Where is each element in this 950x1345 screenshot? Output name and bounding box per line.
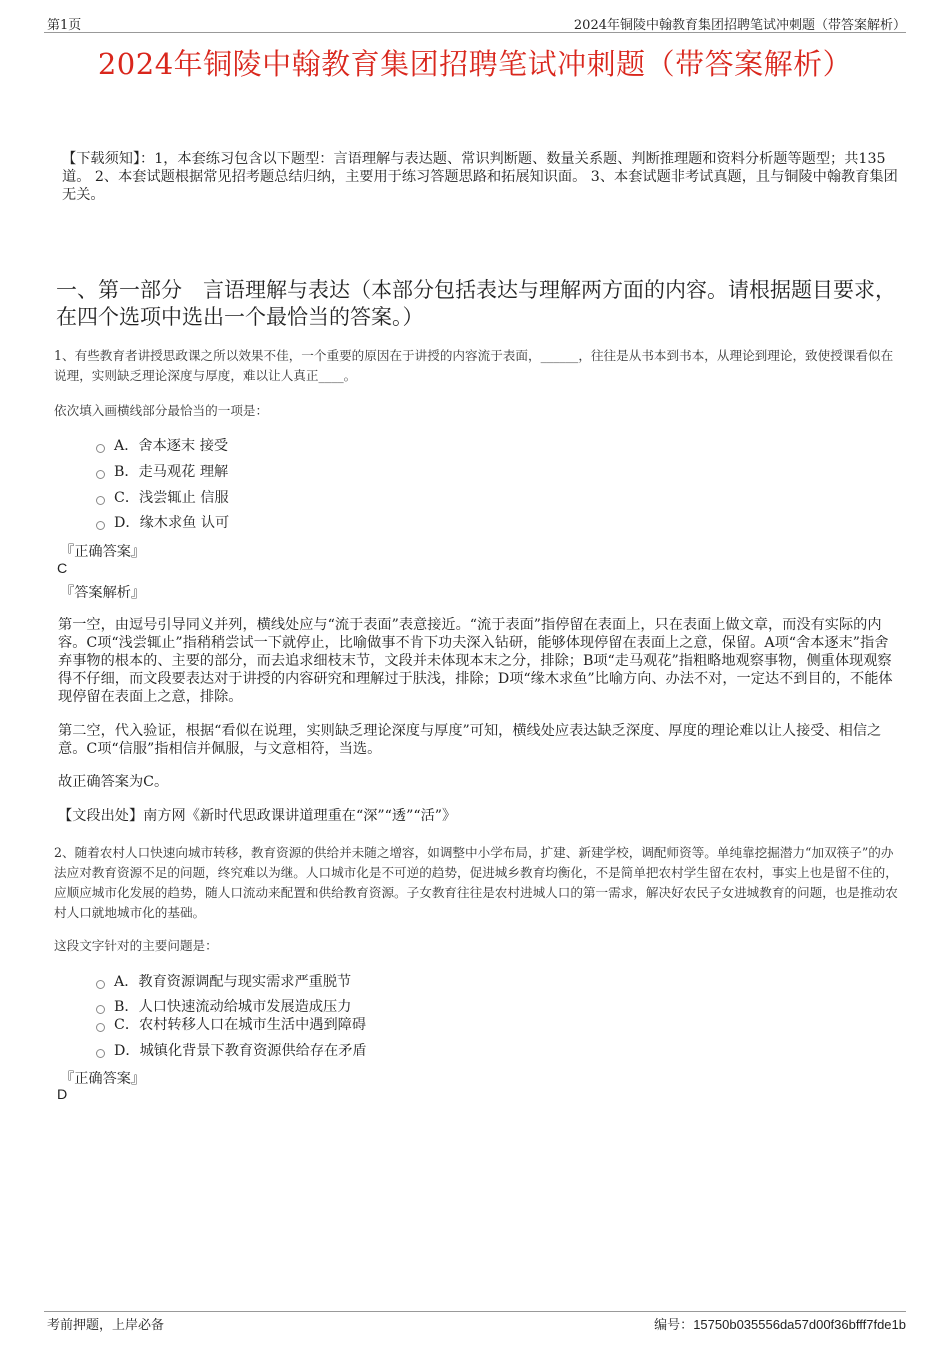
option-label: D．城镇化背景下教育资源供给存在矛盾 [114,1043,367,1059]
option-label: C．浅尝辄止 信服 [114,490,229,506]
option-label: B．人口快速流动给城市发展造成压力 [114,999,352,1015]
section-heading: 一、第一部分 言语理解与表达（本部分包括表达与理解两方面的内容。请根据题目要求，在四个选项中选出一个最恰当的答案。） [56,278,896,329]
option-label: C．农村转移人口在城市生活中遇到障碍 [114,1017,367,1033]
radio-icon[interactable] [96,980,105,989]
option-label: B．走马观花 理解 [114,464,229,480]
q2-option-c[interactable] [96,1015,366,1035]
option-label: A．舍本逐末 接受 [114,438,229,454]
q2-correct-answer-label: 『正确答案』 [60,1071,146,1087]
footer-divider [44,1311,906,1312]
q1-analysis-conclusion: 故正确答案为C。 [58,774,169,790]
q2-option-a[interactable] [96,972,351,992]
radio-icon[interactable] [96,470,105,479]
q1-source: 【文段出处】南方网《新时代思政课讲道理重在“深”“透”“活”》 [58,808,457,824]
footer-document-id [654,1314,906,1333]
radio-icon[interactable] [96,1023,105,1032]
q2-option-d[interactable] [96,1041,367,1061]
question-1-stem: 1、有些教育者讲授思政课之所以效果不佳，一个重要的原因在于讲授的内容流于表面，______，往往是从书本到书本，从理论到理论，致使授课看似在说理，实则缺乏理论深度与厚度，难以让人真正____。 [54,348,894,383]
page-title: 2024年铜陵中翰教育集团招聘笔试冲刺题（带答案解析） [97,47,853,81]
option-label: A．教育资源调配与现实需求严重脱节 [114,974,352,990]
header-page-number: 第1页 [47,18,82,33]
q1-analysis-paragraph: 第二空，代入验证，根据“看似在说理，实则缺乏理论深度与厚度”可知，横线处应表达缺乏深度、厚度的理论难以让人接受、相信之意。C项“信服”指相信并佩服，与文意相符，当选。 [58,723,882,757]
footer-slogan: 考前押题，上岸必备 [47,1318,165,1333]
question-2-stem: 2、随着农村人口快速向城市转移，教育资源的供给并未随之增容，如调整中小学布局，扩建、新建学校，调配师资等。单纯靠挖掘潜力“加双筷子”的办法应对教育资源不足的问题，终究难以为继。人口城市化是不可逆的趋势，促进城乡教育均衡化，不是简单把农村学生留在农村，事实上也是留不住的，应顺应城市化发展的趋势，随人口流动来配置和供给教育资源。子女教育往往是农村进城人口的第一需求，解决好农民子女进城教育的问题，也是推动农村人口就地城市化的基础。 [54,845,898,920]
q1-option-d[interactable] [96,513,229,533]
option-label: D．缘木求鱼 认可 [114,515,230,531]
q1-option-b[interactable] [96,462,228,482]
radio-icon[interactable] [96,1005,105,1014]
radio-icon[interactable] [96,496,105,505]
footer-id-value: 15750b035556da57d00f36bfff7fde1b [693,1317,906,1332]
radio-icon[interactable] [96,1049,105,1058]
radio-icon[interactable] [96,444,105,453]
q1-correct-answer-label: 『正确答案』 [60,544,146,560]
footer-id-label: 编号： [654,1318,694,1333]
q1-analysis-paragraph: 第一空，由逗号引导同义并列，横线处应与“流于表面”表意接近。“流于表面”指停留在表面上，只在表面上做文章，而没有实际的内容。C项“浅尝辄止”指稍稍尝试一下就停止，比喻做事不肯下功夫深入钻研，能够体现停留在表面上之意，保留。A项“舍本逐末”指舍弃事物的根本的、主要的部分，而去追求细枝末节，文段并未体现本末之分，排除；B项“走马观花”指粗略地观察事物，侧重体现观察得不仔细，而文段要表达对于讲授的内容研究和理解过于肤浅，排除；D项“缘木求鱼”比喻方向、办法不对，一定达不到目的，不能体现停留在表面上之意，排除。 [58,617,893,705]
question-2-prompt: 这段文字针对的主要问题是： [54,938,218,953]
q1-analysis-label: 『答案解析』 [60,585,146,601]
question-1-prompt: 依次填入画横线部分最恰当的一项是： [54,403,269,418]
q1-option-c[interactable] [96,488,229,508]
header-doc-title: 2024年铜陵中翰教育集团招聘笔试冲刺题（带答案解析） [573,18,906,33]
download-notice: 【下载须知】：1，本套练习包含以下题型：言语理解与表达题、常识判断题、数量关系题、判断推理题和资料分析题等题型；共135道。 2、本套试题根据常见招考题总结归纳，主要用于练习答题思路和拓展知识面。 3、本套试题非考试真题，且与铜陵中翰教育集团无关。 [62,151,898,203]
radio-icon[interactable] [96,521,105,530]
q1-answer: C [57,561,68,577]
header-divider [44,32,906,33]
q1-option-a[interactable] [96,436,228,456]
q2-option-b[interactable] [96,997,351,1017]
q2-answer: D [57,1087,68,1103]
